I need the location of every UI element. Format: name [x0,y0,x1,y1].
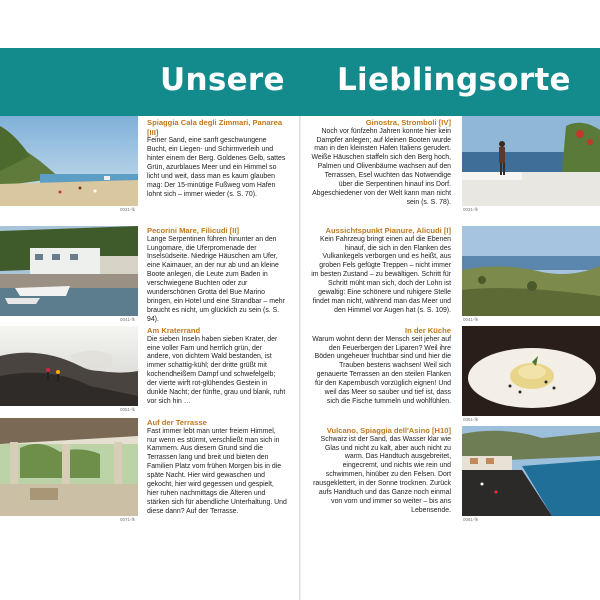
entry-title: Ginostra, Stromboli [IV] [365,118,451,127]
entry-text: Schwarz ist der Sand, das Wasser klar wie Glas und nicht zu kalt, aber auch nicht zu warm. Das Handtuch ausgebreitet, eingecremt, und nichts wie rein und schwimmen, hinüber zu den Felsen. Dort rausgeklettert, in der Sonne trocknen. Zurück aufs Handtuch und das Ganze noch einmal von vorn und immer so weiter – bis ans Lebensende. [313,435,451,514]
entry-text: Noch vor fünfzehn Jahren konnte hier kein Dampfer anlegen; auf kleinen Booten wurde man in den kleinsten Hafen Italiens gerudert. Weiße Häuschen staffeln sich den Berg hoch, Palmen und Olivenbäume wachsen auf den Terrassen, Esel wuchten das Notwendige über die Serpentinen hinauf ins Dorf. Abgeschiedener von der Welt kann man nicht sein (s. S. 78). [311,127,451,206]
entry-title: Auf der Terrasse [147,418,207,427]
banner-word-lieblingsorte: Lieblingsorte [337,62,571,98]
dish-photo [462,326,600,416]
beach-photo [0,116,138,206]
entry-terrasse [147,418,287,517]
entry-text: Feiner Sand, eine sanft geschwungene Bucht, ein Liegen- und Schirmverleih und hinter einem der Berg. Goldenes Gelb, sattes Grün, azurblaues Meer und ein Himmel so licht und weit, dass man es kaum glauben mag: Der 15-minütige Fußweg vom Hafen lohnt sich – immer wieder (s. S. 70). [147,137,286,198]
entry-title: Am Kraterrand [147,326,201,335]
entry-ginostra [311,118,451,208]
photo-code: 0031-fk [463,207,479,212]
woman-on-terrace-photo [462,116,600,206]
crater-photo [0,326,138,406]
entry-text: Fast immer lebt man unter freiem Himmel, nur wenn es stürmt, verschließt man sich in Kammern. Aus diesem Grund sind die Terrassen lang und breit und bieten den Familien Platz vom frühen Morgen bis in die späte Nacht. Hier wird gewaschen und gekocht, hier wird gegessen und gespielt, hier ruhen nachmittags die Älteren und stärken sich für abendliche Unterhaltung. Und diese dann? Auf der Terrasse. [147,427,287,515]
photo-code: 0081-fk [463,517,479,522]
entry-title: Aussichtspunkt Pianure, Alicudi [I] [325,226,451,235]
entry-text: Die sieben Inseln haben sieben Krater, der eine voller Farn und herrlich grün, der andere, von dichtem Wald bestanden, ist immer schattig-kühl; der dritte grüßt mit kochendheißem Dampf und schwefelgelb; der vierte wirft rot-glühendes Gestein in dunkle Nacht; der fünfte, grau und blank, ruht vor sich hin … [147,335,286,405]
plateau-photo [462,226,600,316]
photo-code: 0021-fk [120,207,136,212]
entry-title: Pecorini Mare, Filicudi [II] [147,226,239,235]
entry-text: Lange Serpentinen führen hinunter an den Lungomare, die Uferpromenade der Inselsüdseite. Niedrige Häuschen am Ufer, eine Kaimauer, an der nur ab und an kleine Boote anlegen, die Leute zum Baden in verschwiegene Buchten oder zur wunderschönen Grotta del Bue Marino bringen, ein Hotel und eine Strandbar – mehr braucht es nicht, um glücklich zu sein (s. S. 94). [147,235,285,323]
entry-text: Warum wohnt denn der Mensch seit jeher auf den Feuerbergen der Liparen? Weil ihre Böden ungeheuer fruchtbar sind und hier die Trauben bestens wachsen! Weil sich genauerte Terrassen an den steilen Flanken für den Kapernbusch vorzüglich eignen! Und weil das Meer so sauber und tief ist, dass sich die Fische tummeln und wohlfühlen. [312,335,451,405]
entry-panarea [147,118,287,200]
page-gutter [299,116,301,600]
photo-code: 0041-fk [120,317,136,322]
black-beach-photo [462,426,600,516]
entry-alicudi [311,226,451,316]
entry-text: Kein Fahrzeug bringt einen auf die Ebenen hinauf, die sich in den Flanken des Vulkankegels verborgen und es heißt, aus groben Fels gefügte Treppen – nicht immer im besten Zustand – zu bewältigen. Schritt für Schritt müht man sich, doch der Lohn ist gewaltig: Eine schönere und ruhigere Stelle findet man nicht, während man das Meer und den Himmel vor Augen hat (s. S. 109). [311,235,451,314]
photo-code: 0051-fk [120,407,136,412]
entry-title: In der Küche [405,326,451,335]
entry-title: Vulcano, Spiaggia dell'Asino [H10] [326,426,451,435]
entry-kraterrand [147,326,287,407]
banner-word-unsere: Unsere [160,62,285,98]
entry-title: Spiaggia Cala degli Zimmari, Panarea [III] [147,118,283,137]
entry-kueche [311,326,451,407]
entry-vulcano [311,426,451,516]
harbor-photo [0,226,138,316]
photo-code: 0061-fk [463,417,479,422]
photo-code: 0041-fk [463,317,479,322]
terrace-photo [0,418,138,516]
photo-code: 0071-fk [120,517,136,522]
entry-filicudi [147,226,287,325]
